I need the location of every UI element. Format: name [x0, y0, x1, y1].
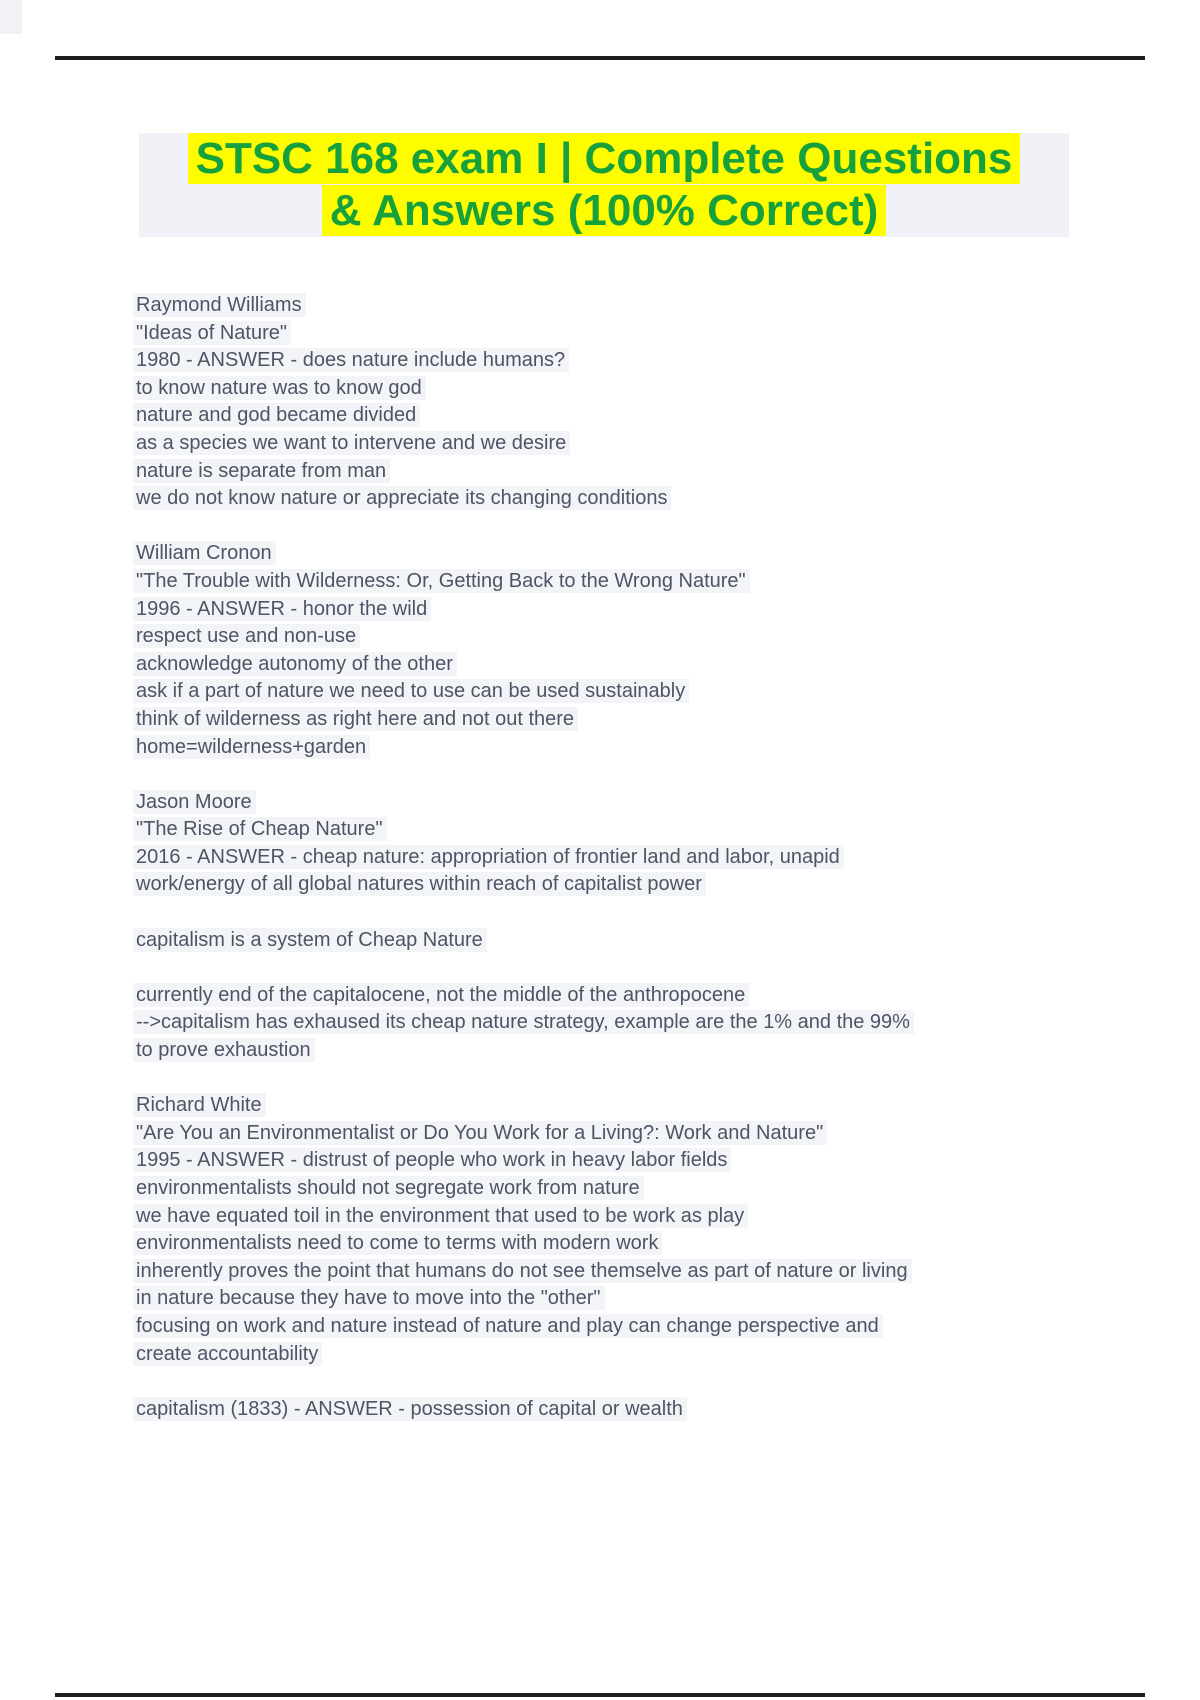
text-line: "Ideas of Nature"	[133, 321, 291, 345]
text-line: "The Rise of Cheap Nature"	[133, 817, 387, 841]
paragraph	[136, 789, 1026, 899]
text-line: -->capitalism has exhaused its cheap nature strategy, example are the 1% and the 99%	[133, 1010, 914, 1034]
paragraph	[136, 292, 1026, 513]
text-line: "The Trouble with Wilderness: Or, Getting Back to the Wrong Nature"	[133, 569, 750, 593]
text-line: environmentalists need to come to terms with modern work	[133, 1231, 662, 1255]
top-divider-line	[55, 56, 1145, 60]
text-line: create accountability	[133, 1342, 322, 1366]
text-line: 2016 - ANSWER - cheap nature: appropriation of frontier land and labor, unapid	[133, 845, 844, 869]
text-line: capitalism is a system of Cheap Nature	[133, 928, 487, 952]
paragraph	[136, 1396, 1026, 1424]
text-line: acknowledge autonomy of the other	[133, 652, 457, 676]
text-line: 1980 - ANSWER - does nature include humans?	[133, 348, 569, 372]
document-body	[136, 292, 1026, 1451]
text-line: we have equated toil in the environment that used to be work as play	[133, 1204, 748, 1228]
text-line: Raymond Williams	[133, 293, 306, 317]
text-line: currently end of the capitalocene, not the middle of the anthropocene	[133, 983, 749, 1007]
paragraph	[136, 982, 1026, 1065]
text-line: in nature because they have to move into the "other"	[133, 1286, 605, 1310]
text-line: Jason Moore	[133, 790, 256, 814]
text-line: inherently proves the point that humans do not see themselve as part of nature or living	[133, 1259, 912, 1283]
paragraph	[136, 1092, 1026, 1368]
paragraph	[136, 927, 1026, 955]
text-line: Richard White	[133, 1093, 266, 1117]
text-line: nature and god became divided	[133, 403, 420, 427]
text-line: nature is separate from man	[133, 459, 390, 483]
text-line: think of wilderness as right here and not out there	[133, 707, 578, 731]
text-line: William Cronon	[133, 541, 276, 565]
text-line: to prove exhaustion	[133, 1038, 315, 1062]
text-line: focusing on work and nature instead of nature and play can change perspective and	[133, 1314, 883, 1338]
scan-corner-artifact	[0, 0, 22, 34]
text-line: "Are You an Environmentalist or Do You Work for a Living?: Work and Nature"	[133, 1121, 827, 1145]
title-line-2: & Answers (100% Correct)	[322, 185, 887, 236]
text-line: home=wilderness+garden	[133, 735, 370, 759]
text-line: ask if a part of nature we need to use can be used sustainably	[133, 679, 689, 703]
text-line: capitalism (1833) - ANSWER - possession of capital or wealth	[133, 1397, 687, 1421]
text-line: 1995 - ANSWER - distrust of people who work in heavy labor fields	[133, 1148, 731, 1172]
text-line: to know nature was to know god	[133, 376, 426, 400]
paragraph	[136, 540, 1026, 761]
bottom-divider-line	[55, 1693, 1145, 1697]
text-line: as a species we want to intervene and we desire	[133, 431, 570, 455]
title-line-1: STSC 168 exam I | Complete Questions	[188, 133, 1021, 184]
text-line: 1996 - ANSWER - honor the wild	[133, 597, 431, 621]
document-title	[139, 133, 1069, 237]
text-line: respect use and non-use	[133, 624, 360, 648]
text-line: environmentalists should not segregate work from nature	[133, 1176, 644, 1200]
text-line: we do not know nature or appreciate its changing conditions	[133, 486, 671, 510]
text-line: work/energy of all global natures within reach of capitalist power	[133, 872, 706, 896]
